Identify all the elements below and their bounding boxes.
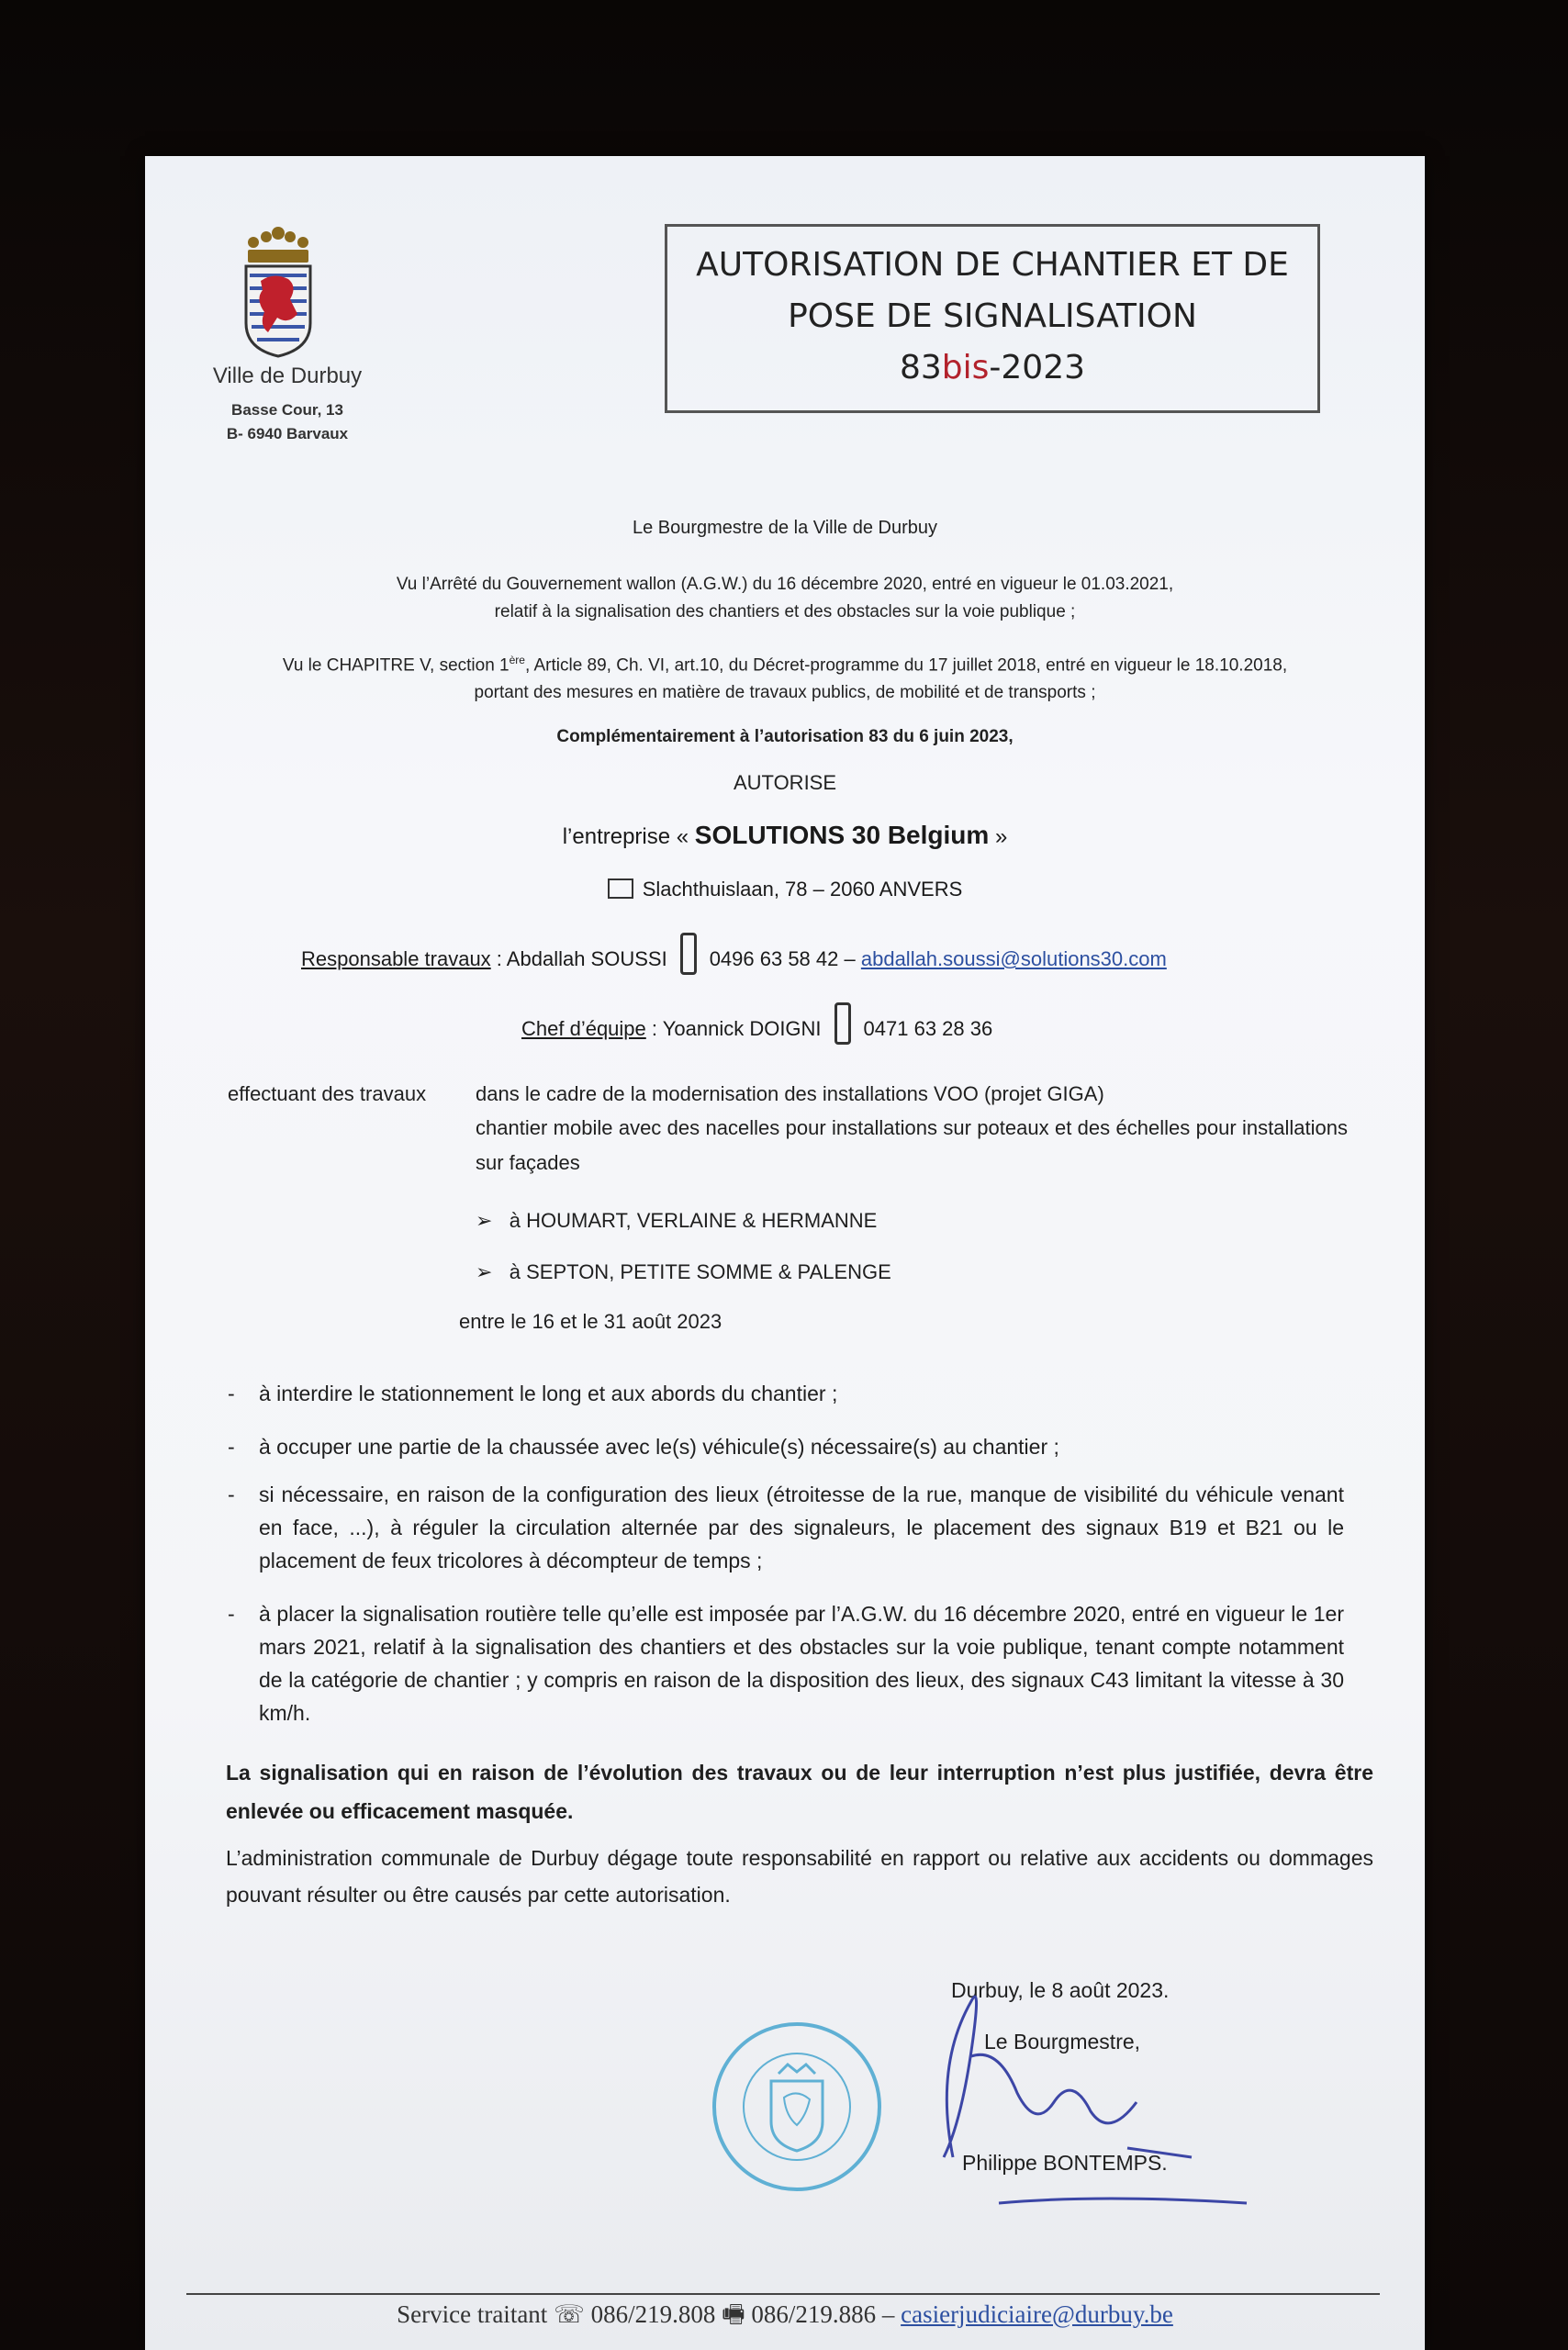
phone-icon — [834, 1002, 851, 1045]
authorisation-number — [667, 342, 1317, 394]
legal-basis-2a — [145, 646, 1425, 679]
issuer-address-line1: Basse Cour, 13 — [231, 401, 343, 419]
company-suffix: » — [989, 824, 1008, 849]
arrow-bullet-icon: ➢ — [476, 1260, 493, 1283]
signatory-role: Le Bourgmestre, — [984, 2030, 1141, 2053]
condition-4-text: à placer la signalisation routière telle qu’elle est imposée par l’A.G.W. du 16 décembre 2020, entré en vigueur le 1er mars 2021, relatif à la signalisation des chantiers et des obstacles sur la voie publique, tenant compte notamment de la catégorie de chantier ; y compris en raison de la disposition des lieux, des signaux C43 limitant la vitesse à 30 km/h. — [259, 1602, 1344, 1725]
company-address-text: Slachthuislaan, 78 – 2060 ANVERS — [642, 878, 963, 901]
phone-icon: ☏ — [554, 2300, 585, 2328]
dash-bullet: - — [228, 1602, 235, 1626]
condition-4 — [228, 1597, 1344, 1729]
works-line2: chantier mobile avec des nacelles pour installations sur poteaux et des échelles pour installations sur façades — [476, 1116, 1348, 1174]
document-sheet — [145, 156, 1425, 2350]
dash-bullet: - — [228, 1435, 235, 1459]
mail-icon — [608, 878, 633, 899]
location-text-1: à HOUMART, VERLAINE & HERMANNE — [509, 1209, 878, 1232]
number-suffix: -2023 — [989, 349, 1086, 386]
site-manager-phone: 0496 63 58 42 — [709, 947, 839, 970]
durbuy-coat-of-arms-icon — [237, 222, 319, 360]
team-leader-name: : Yoannick DOIGNI — [645, 1017, 822, 1040]
footer-dash: – — [876, 2300, 902, 2328]
footer-contact — [145, 2297, 1425, 2339]
team-leader-line — [521, 1002, 992, 1045]
site-manager-email-link[interactable]: abdallah.soussi@solutions30.com — [860, 947, 1167, 970]
complementary-note: Complémentairement à l’autorisation 83 du 6 juin 2023, — [556, 727, 1014, 746]
works-line1: dans le cadre de la modernisation des installations VOO (projet GIGA) — [476, 1082, 1104, 1105]
phone-icon — [680, 933, 697, 975]
condition-2-text: à occuper une partie de la chaussée avec le(s) véhicule(s) nécessaire(s) au chantier ; — [259, 1435, 1059, 1459]
site-manager-name: : Abdallah SOUSSI — [490, 947, 667, 970]
document-title-box — [665, 224, 1320, 413]
title-line1: AUTORISATION DE CHANTIER ET DE — [696, 246, 1289, 284]
legal-basis-2a-sup: ère — [509, 654, 525, 666]
title-line2: POSE DE SIGNALISATION — [788, 297, 1197, 335]
footer-email-link[interactable]: casierjudiciaire@durbuy.be — [901, 2300, 1173, 2328]
footer-label: Service traitant — [397, 2300, 548, 2328]
signatory-name: Philippe BONTEMPS. — [962, 2151, 1168, 2175]
issuer-address-line2: B- 6940 Barvaux — [226, 425, 349, 442]
location-item-1 — [476, 1204, 877, 1237]
dash-bullet: - — [228, 1382, 235, 1405]
company-address — [145, 878, 1425, 901]
footer-phone: 086/219.808 — [590, 2300, 716, 2328]
municipal-stamp — [705, 2015, 889, 2199]
liability-disclaimer: L’administration communale de Durbuy dégage toute responsabilité en rapport ou relative aux accidents ou dommages pouvant résulter ou être causés par cette autorisation. — [226, 1846, 1373, 1907]
footer-rule — [186, 2293, 1380, 2295]
removal-notice: La signalisation qui en raison de l’évolution des travaux ou de leur interruption n’est plus justifiée, devra être enlevée ou efficacement masquée. — [226, 1761, 1373, 1823]
fax-icon: 🖷 — [722, 2300, 745, 2328]
team-leader-label: Chef d’équipe — [521, 1017, 646, 1040]
location-text-2: à SEPTON, PETITE SOMME & PALENGE — [509, 1260, 891, 1283]
condition-2 — [228, 1430, 1375, 1463]
legal-basis-2a-post: , Article 89, Ch. VI, art.10, du Décret-programme du 17 juillet 2018, entré en vigueur le 18.10.2018, — [524, 655, 1288, 676]
footer-fax: 086/219.886 — [751, 2300, 877, 2328]
dash-bullet: - — [228, 1483, 235, 1506]
legal-basis-2a-pre: Vu le CHAPITRE V, section 1 — [282, 655, 510, 676]
site-manager-label: Responsable travaux — [301, 947, 491, 970]
handwritten-signature — [916, 1928, 1283, 2258]
legal-basis-2 — [145, 646, 1425, 707]
works-label: effectuant des travaux — [228, 1082, 427, 1105]
company-name: SOLUTIONS 30 Belgium — [694, 821, 990, 849]
location-item-2 — [476, 1256, 891, 1289]
issuer-city: Ville de Durbuy — [212, 364, 363, 388]
arrow-bullet-icon: ➢ — [476, 1209, 493, 1232]
site-manager-line — [301, 933, 1167, 975]
company-line — [145, 821, 1425, 850]
place-and-date: Durbuy, le 8 août 2023. — [951, 1978, 1170, 2002]
authorises-heading: AUTORISE — [733, 771, 837, 794]
team-leader-phone: 0471 63 28 36 — [863, 1017, 993, 1040]
company-prefix: l’entreprise « — [562, 824, 695, 849]
issuer-address — [209, 398, 365, 446]
site-manager-dash: – — [838, 947, 861, 970]
legal-basis-2b: portant des mesures en matière de travaux publics, de mobilité et de transports ; — [474, 683, 1096, 703]
condition-1 — [228, 1377, 1375, 1410]
legal-basis-1 — [145, 571, 1425, 626]
condition-3 — [228, 1478, 1344, 1577]
condition-3-text: si nécessaire, en raison de la configuration des lieux (étroitesse de la rue, manque de visibilité du véhicule venant en face, ...), à réguler la circulation alternée par des signaleurs, le placement des signaux B19 et B21 ou le placement de feux tricolores à décompteur de temps ; — [259, 1483, 1344, 1572]
works-period: entre le 16 et le 31 août 2023 — [459, 1310, 722, 1333]
legal-basis-1b: relatif à la signalisation des chantiers et des obstacles sur la voie publique ; — [494, 602, 1076, 621]
legal-basis-1a: Vu l’Arrêté du Gouvernement wallon (A.G.W.) du 16 décembre 2020, entré en vigueur le 01.03.2021, — [396, 575, 1174, 594]
number-bis: bis — [941, 349, 990, 386]
number-prefix: 83 — [899, 349, 942, 386]
works-description — [476, 1078, 1348, 1181]
issuing-authority: Le Bourgmestre de la Ville de Durbuy — [632, 518, 938, 538]
condition-1-text: à interdire le stationnement le long et aux abords du chantier ; — [259, 1382, 838, 1405]
